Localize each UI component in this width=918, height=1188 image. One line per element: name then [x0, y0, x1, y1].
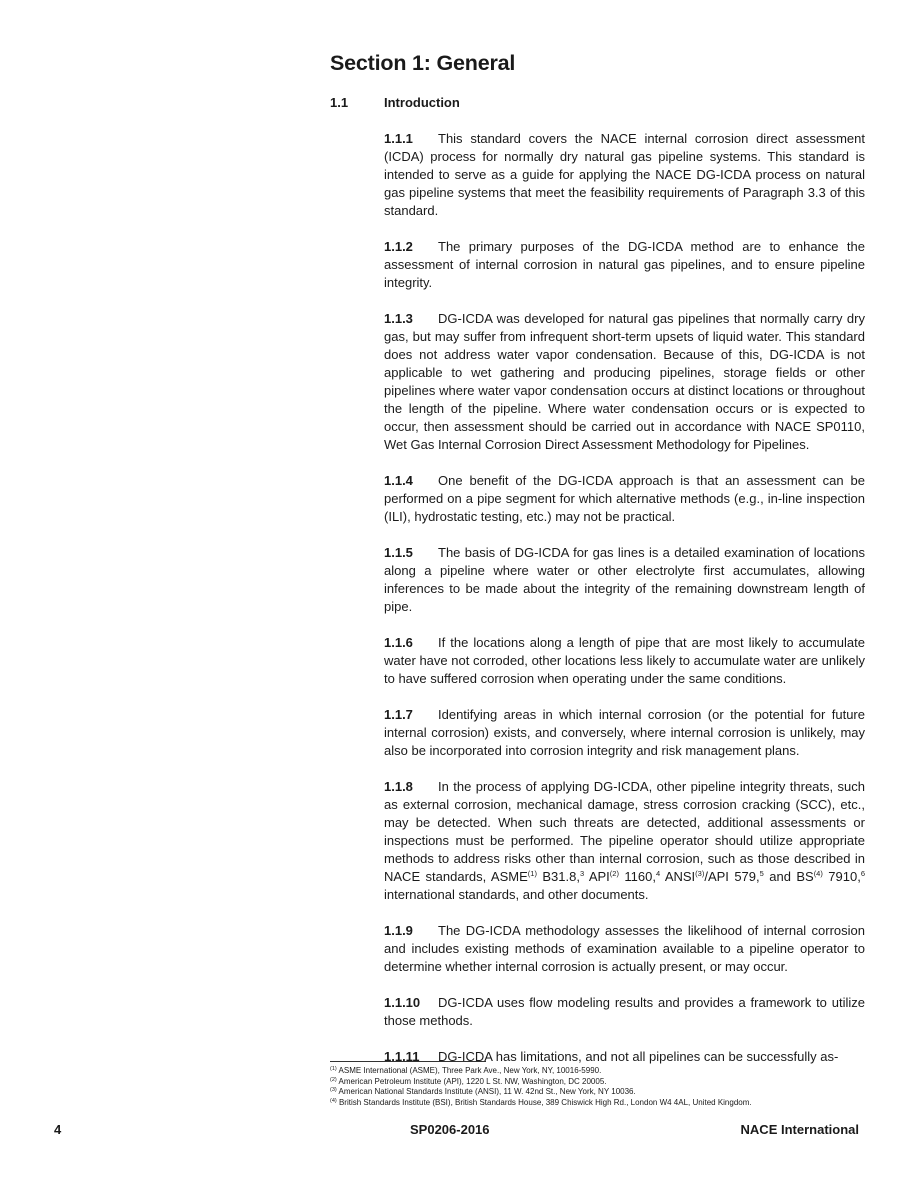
paragraph-text: Identifying areas in which internal corrosion (or the potential for future internal corrosion) exists, and conversely, where internal corrosion is unlikely, may also be incorporated into corrosion integrity and risk management plans. — [384, 707, 865, 758]
paragraph-1-1-2 — [384, 238, 865, 292]
paragraph-number: 1.1.5 — [384, 545, 413, 560]
paragraph-1-1-9 — [384, 922, 865, 976]
paragraph-text: If the locations along a length of pipe that are most likely to accumulate water have not corroded, other locations less likely to accumulate water are unlikely to have suffered corrosion when operating under the same conditions. — [384, 635, 865, 686]
paragraph-text: 1160, — [618, 869, 656, 884]
paragraph-text: DG-ICDA was developed for natural gas pipelines that normally carry dry gas, but may suffer from infrequent short-term upsets of liquid water. This standard does not address water vapor condensation. Because of this, DG-ICDA is not applicable to wet gathering and producing pipelines, storage fields or other pipelines where water vapor condensation occurs at distinct locations or throughout the length of the pipeline. Where water condensation occurs or is expected to occur, then assessment should be carried out in accordance with NACE SP0110, Wet Gas Internal Corrosion Direct Assessment Methodology for Pipelines. — [384, 311, 865, 452]
footnote — [330, 1077, 890, 1088]
paragraph-number: 1.1.9 — [384, 923, 413, 938]
paragraph-number: 1.1.3 — [384, 311, 413, 326]
paragraph-number: 1.1.7 — [384, 707, 413, 722]
page-number: 4 — [54, 1122, 62, 1137]
paragraph-text: ANSI — [660, 869, 696, 884]
paragraph-number: 1.1.4 — [384, 473, 413, 488]
paragraph-number: 1.1.10 — [384, 995, 421, 1010]
organization-name: NACE International — [740, 1122, 859, 1137]
paragraph-text: One benefit of the DG-ICDA approach is that an assessment can be performed on a pipe segment for which alternative methods (e.g., in-line inspection (ILI), hydrostatic testing, etc.) may not be practical. — [384, 473, 865, 524]
paragraph-number: 1.1.6 — [384, 635, 413, 650]
paragraph-text: and BS — [763, 869, 814, 884]
footnote-text: American National Standards Institute (ANSI), 11 W. 42nd St., New York, NY 10036. — [338, 1087, 636, 1096]
paragraph-text: In the process of applying DG-ICDA, other pipeline integrity threats, such as external corrosion, mechanical damage, stress corrosion cracking (SCC), etc., may be detected. When such threats are detected, additional assessments or inspections must be performed. The pipeline operator should utilize appropriate methods to address risks other than internal corrosion, such as those described in NACE standards, ASME — [384, 779, 865, 884]
footnote — [330, 1087, 890, 1098]
document-id: SP0206-2016 — [410, 1122, 490, 1137]
paragraph-number: 1.1.2 — [384, 239, 413, 254]
section-title: Section 1: General — [330, 51, 516, 75]
footnote-mark: (2) — [330, 1076, 337, 1083]
paragraph-1-1-5 — [384, 544, 865, 616]
paragraph-1-1-4 — [384, 472, 865, 526]
footnotes — [330, 1066, 890, 1108]
reference-superscript: 3 — [579, 869, 585, 878]
footnote-ref: (2) — [609, 869, 619, 878]
paragraph-text: DG-ICDA has limitations, and not all pipelines can be successfully as- — [438, 1049, 839, 1064]
subsection-title: Introduction — [384, 95, 460, 110]
footnote-ref: (3) — [695, 869, 705, 878]
paragraph-1-1-8 — [384, 778, 865, 904]
subsection-heading — [330, 95, 460, 110]
paragraph-text: 7910, — [822, 869, 861, 884]
reference-superscript: 6 — [860, 869, 865, 878]
paragraph-1-1-7 — [384, 706, 865, 760]
footnote-ref: (4) — [813, 869, 823, 878]
paragraph-number: 1.1.11 — [384, 1049, 420, 1064]
footnote-ref: (1) — [527, 869, 537, 878]
paragraph-number: 1.1.8 — [384, 779, 413, 794]
paragraph-1-1-6 — [384, 634, 865, 688]
paragraph-number: 1.1.1 — [384, 131, 413, 146]
footnote-mark: (1) — [330, 1066, 337, 1072]
reference-superscript: 4 — [655, 869, 661, 878]
paragraph-1-1-10 — [384, 994, 865, 1030]
footnote-mark: (3) — [330, 1087, 337, 1093]
paragraph-text: international standards, and other documents. — [384, 887, 649, 902]
paragraph-text: The DG-ICDA methodology assesses the likelihood of internal corrosion and includes existing methods of examination available to a pipeline operator to determine whether internal corrosion is actually present, or may occur. — [384, 923, 865, 974]
footnote-text: British Standards Institute (BSI), British Standards House, 389 Chiswick High Rd., London W4 4AL, United Kingdom. — [338, 1097, 752, 1107]
footnote-divider — [330, 1061, 486, 1062]
paragraph-text: This standard covers the NACE internal corrosion direct assessment (ICDA) process for normally dry natural gas pipeline systems. This standard is intended to serve as a guide for applying the NACE DG-ICDA process on natural gas pipeline systems that meet the feasibility requirements of Paragraph 3.3 of this standard. — [384, 131, 865, 218]
paragraph-text: DG-ICDA uses flow modeling results and provides a framework to utilize those methods. — [384, 995, 865, 1028]
reference-superscript: 5 — [759, 869, 764, 878]
footnote-text: American Petroleum Institute (API), 1220 L St. NW, Washington, DC 20005. — [338, 1076, 607, 1086]
paragraph-1-1-3 — [384, 310, 865, 454]
paragraph-text: /API 579, — [704, 869, 760, 884]
paragraph-text: API — [584, 869, 610, 884]
paragraph-text: The basis of DG-ICDA for gas lines is a detailed examination of locations along a pipeline where water or other electrolyte first accumulates, allowing inferences to be made about the integrity of the remaining downstream length of pipe. — [384, 545, 865, 614]
paragraph-1-1-11 — [384, 1048, 865, 1066]
footnote — [330, 1066, 890, 1077]
paragraph-1-1-1 — [384, 130, 865, 220]
footnote — [330, 1098, 890, 1109]
subsection-number: 1.1 — [330, 95, 349, 110]
paragraph-text: The primary purposes of the DG-ICDA method are to enhance the assessment of internal corrosion in natural gas pipelines, and to ensure pipeline integrity. — [384, 239, 865, 290]
paragraph-text: B31.8, — [536, 869, 580, 884]
footnote-mark: (4) — [330, 1097, 337, 1104]
body-text — [384, 130, 865, 1066]
footnote-text: ASME International (ASME), Three Park Ave., New York, NY, 10016-5990. — [338, 1066, 602, 1075]
